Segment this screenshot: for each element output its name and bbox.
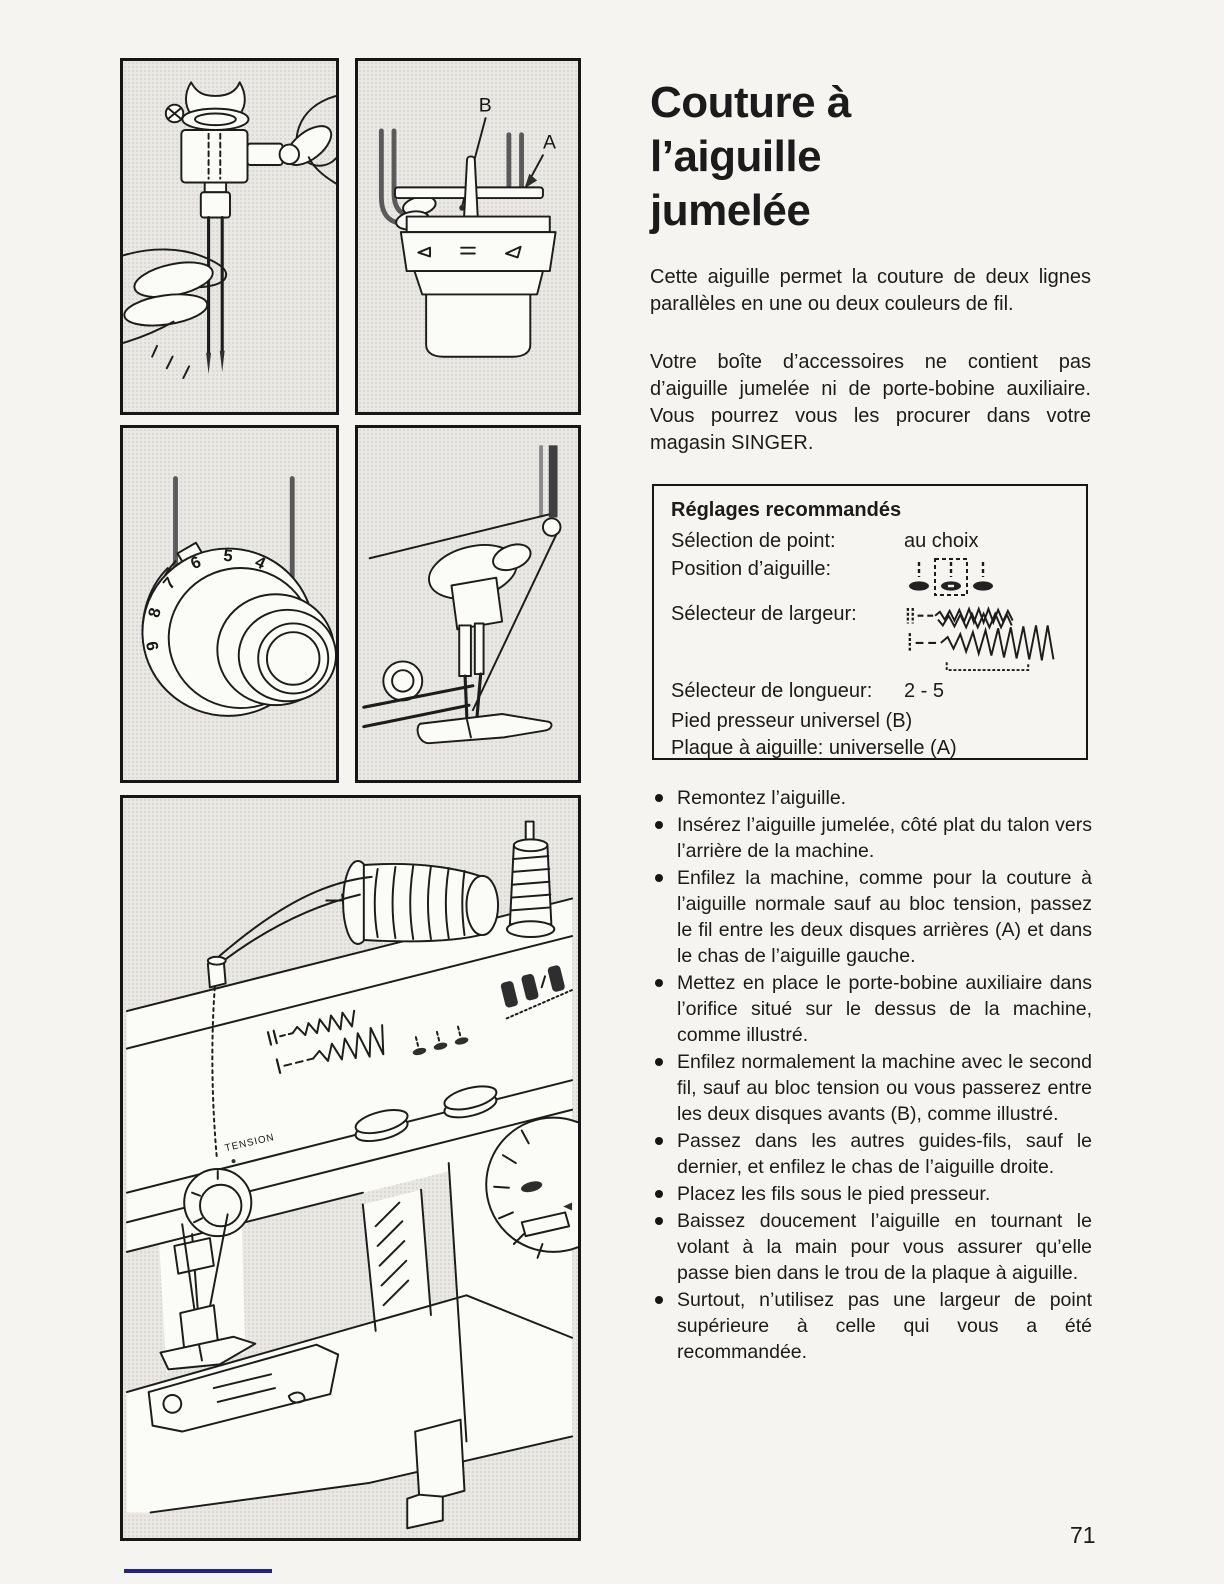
instruction-item: Baissez doucement l’aiguille en tournant le volant à la main pour vous assurer qu’elle passe bien dans le trou de la plaque à aiguille. xyxy=(650,1208,1092,1286)
thread-rod xyxy=(549,445,558,517)
thread-guide-loop xyxy=(543,518,561,536)
needle-threading-illustration xyxy=(358,428,578,780)
instruction-item: Placez les fils sous le pied presseur. xyxy=(650,1181,1092,1207)
figure-tension-block xyxy=(355,58,581,415)
stitch-selection-value: au choix xyxy=(904,530,979,552)
tension-block-body xyxy=(401,232,556,271)
svg-text:7: 7 xyxy=(158,573,180,593)
fingertip xyxy=(123,290,209,331)
bullet-dot xyxy=(655,1137,663,1145)
thread-takeup-disc xyxy=(383,661,422,700)
width-selector-icon xyxy=(904,603,1069,675)
tension-block-illustration xyxy=(358,61,578,412)
recommended-settings-box xyxy=(652,484,1088,760)
setting-needle-position xyxy=(671,558,1069,598)
bullet-dot xyxy=(655,874,663,882)
aux-pin-base xyxy=(507,921,554,937)
needle-position-icon xyxy=(904,558,1004,598)
label-a-arrow xyxy=(530,155,543,178)
right-needle xyxy=(477,674,481,720)
bullet-dot xyxy=(655,1190,663,1198)
figure-machine-overview xyxy=(120,795,581,1541)
bullet-dot xyxy=(655,821,663,829)
label-a: A xyxy=(542,131,556,154)
twin-needle-shank xyxy=(201,192,230,217)
auxiliary-pin xyxy=(464,156,478,216)
instruction-item: Passez dans les autres guides-fils, sauf le dernier, et enfilez le chas de l’aiguille droite. xyxy=(650,1128,1092,1180)
svg-text:5: 5 xyxy=(222,545,234,566)
stitch-selection-label: Sélection de point: xyxy=(671,530,836,552)
length-selector-label: Sélecteur de longueur: xyxy=(671,680,873,702)
label-b: B xyxy=(478,94,492,117)
thumb-screw xyxy=(280,145,299,164)
instruction-item: Mettez en place le porte-bobine auxiliaire dans l’orifice situé sur le dessus de la machine, comme illustré. xyxy=(650,970,1092,1048)
svg-text:8: 8 xyxy=(144,605,165,620)
presser-foot xyxy=(418,714,552,743)
needle-bar xyxy=(459,625,471,676)
instruction-item: Insérez l’aiguille jumelée, côté plat du talon vers l’arrière de la machine. xyxy=(650,812,1092,864)
figure-twin-needle-insertion xyxy=(120,58,339,415)
bullet-dot xyxy=(655,1217,663,1225)
setting-width-selector xyxy=(671,603,1069,675)
page-title xyxy=(650,76,1110,238)
intro-paragraph-1: Cette aiguille permet la couture de deux lignes parallèles en une ou deux couleurs de fil. xyxy=(650,266,1091,315)
twin-needle-insertion-illustration xyxy=(123,61,336,412)
page-title-line: Couture à xyxy=(650,78,851,127)
setting-length-selector xyxy=(671,680,1069,703)
instruction-item: Surtout, n’utilisez pas une largeur de point supérieure à celle qui vous a été recommandée. xyxy=(650,1287,1092,1365)
bullet-dot xyxy=(655,1058,663,1066)
presser-foot-line: Pied presseur universel (B) xyxy=(671,710,913,732)
svg-text:6: 6 xyxy=(187,552,204,574)
needle-plate-line: Plaque à aiguille: universelle (A) xyxy=(671,737,957,759)
needle-clamp-block xyxy=(181,130,247,183)
tension-block-base xyxy=(426,294,530,356)
tension-label: TENSION xyxy=(223,1132,276,1155)
settings-title: Réglages recommandés xyxy=(671,499,902,521)
print-registration-mark xyxy=(124,1569,272,1573)
intro-paragraph-2: Votre boîte d’accessoires ne contient pas d’aiguille jumelée ni de porte-bobine auxiliaire. Vous pourrez vous les procurer dans votre magasin SINGER. xyxy=(650,351,1091,454)
machine-base-foot xyxy=(407,1420,464,1529)
width-selector-label: Sélecteur de largeur: xyxy=(671,603,857,625)
instruction-item: Enfilez la machine, comme pour la couture à l’aiguille normale sauf au bloc tension, passez le fil entre les deux disques arrières (A) et dans le chas de l’aiguille gauche. xyxy=(650,865,1092,969)
figure-needle-threading xyxy=(355,425,581,783)
instructions-list xyxy=(650,785,1092,1366)
instruction-item: Enfilez normalement la machine avec le second fil, sauf au bloc tension ou vous passerez entre les deux disques avants (B), comme illustré. xyxy=(650,1049,1092,1127)
page-title-line: l’aiguille xyxy=(650,132,822,181)
instruction-item: Remontez l’aiguille. xyxy=(650,785,1092,811)
setting-stitch-selection xyxy=(671,530,1069,553)
figure-tension-dial xyxy=(120,425,339,783)
bullet-dot xyxy=(655,979,663,987)
bullet-dot xyxy=(655,794,663,802)
svg-text:9: 9 xyxy=(142,639,163,653)
page-title-line: jumelée xyxy=(650,186,811,235)
tension-dial-illustration xyxy=(123,428,336,780)
needle-position-label: Position d’aiguille: xyxy=(671,558,832,580)
bullet-dot xyxy=(655,1296,663,1304)
machine-overview-illustration xyxy=(123,798,578,1538)
left-needle xyxy=(465,676,467,722)
svg-text:4: 4 xyxy=(252,552,269,574)
length-selector-value: 2 - 5 xyxy=(904,680,945,702)
page-number: 71 xyxy=(1070,1522,1096,1548)
